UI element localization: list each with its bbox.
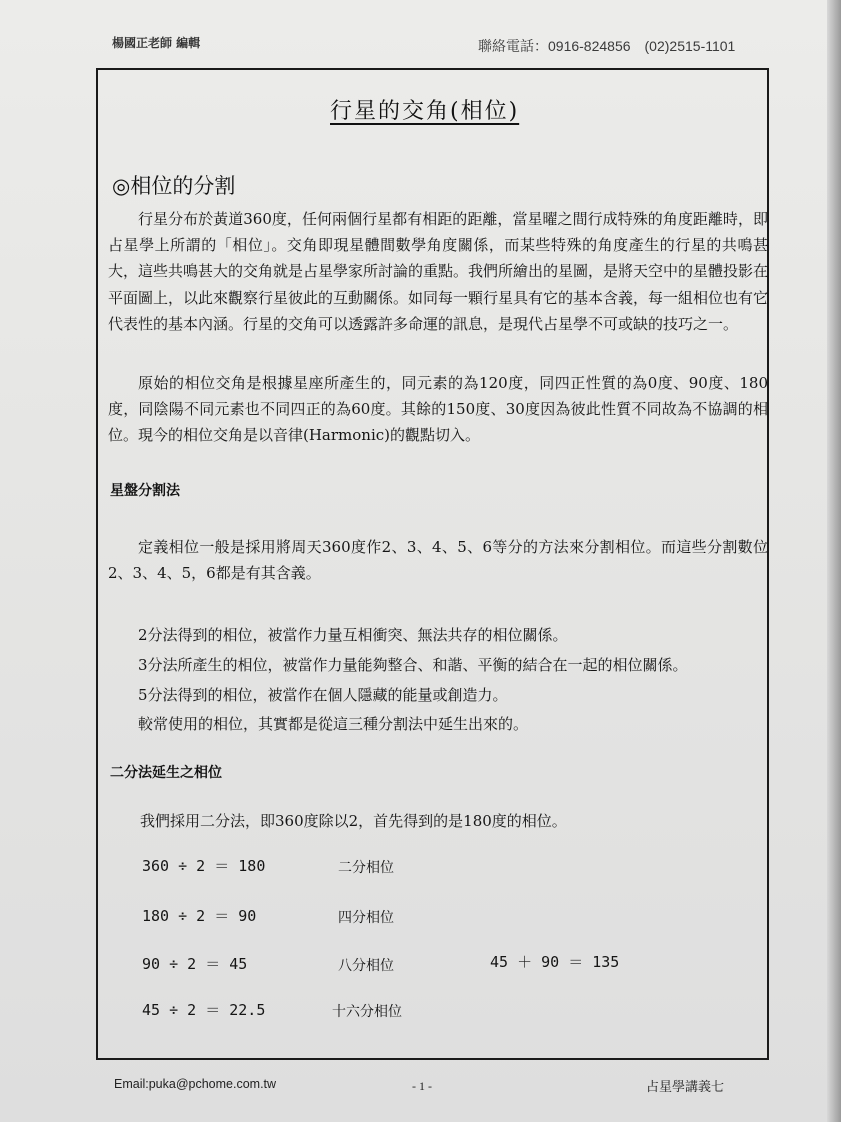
binary-intro: 我們採用二分法，即360度除以2，首先得到的是180度的相位。 [140, 812, 567, 830]
subheading-division: 星盤分割法 [110, 483, 180, 499]
footer-course: 占星學講義七 [646, 1080, 725, 1095]
aspect-label: 八分相位 [338, 958, 394, 974]
math-expression: 360 ÷ 2 ＝ 180 [142, 857, 266, 875]
math-expression: 90 ÷ 2 ＝ 45 [142, 955, 248, 973]
math-expression: 180 ÷ 2 ＝ 90 [142, 907, 257, 925]
subheading-binary: 二分法延生之相位 [110, 765, 222, 781]
origin-paragraph: 原始的相位交角是根據星座所產生的，同元素的為120度，同四正性質的為0度、90度、180度，同陰陽不同元素也不同四正的為60度。其餘的150度、30度因為彼此性質不同故為不協調的相位。現今的相位交角是以音律(Harmonic)的觀點切入。 [108, 374, 768, 445]
aspect-label: 四分相位 [338, 910, 394, 926]
footer-email: Email:puka@pchome.com.tw [114, 1077, 277, 1091]
header-author: 楊國正老師 編輯 [112, 36, 201, 50]
division-paragraph: 定義相位一般是採用將周天360度作2、3、4、5、6等分的方法來分割相位。而這些分割數位2、3、4、5，6都是有其含義。 [108, 538, 768, 583]
division-item: 3分法所產生的相位，被當作力量能夠整合、和諧、平衡的結合在一起的相位關係。 [138, 656, 688, 674]
division-item: 2分法得到的相位，被當作力量互相衝突、無法共存的相位關係。 [138, 626, 568, 644]
aspect-label: 十六分相位 [332, 1004, 402, 1020]
aspect-label: 二分相位 [338, 860, 394, 876]
page-edge [827, 0, 841, 1122]
section-heading: ◎相位的分割 [112, 174, 236, 198]
math-expression: 45 ÷ 2 ＝ 22.5 [142, 1001, 266, 1019]
division-item: 較常使用的相位，其實都是從這三種分割法中延生出來的。 [138, 715, 529, 733]
header-phone: 聯絡電話：0916-824856 (02)2515-1101 [478, 38, 736, 54]
math-note: 45 ＋ 90 ＝ 135 [490, 953, 620, 971]
intro-paragraph: 行星分布於黃道360度，任何兩個行星都有相距的距離，當星曜之間行成特殊的角度距離時，即占星學上所謂的「相位」。交角即現星體間數學角度關係，而某些特殊的角度產生的行星的共鳴甚大，這些共鳴甚大的交角就是占星學家所討論的重點。我們所繪出的星圖，是將天空中的星體投影在平面圖上，以此來觀察行星彼此的互動關係。如同每一顆行星具有它的基本含義，每一組相位也有它代表性的基本內涵。行星的交角可以透露許多命運的訊息，是現代占星學不可或缺的技巧之一。 [108, 210, 769, 333]
page-number: - 1 - [412, 1079, 432, 1093]
document-title: 行星的交角(相位) [330, 99, 520, 124]
division-item: 5分法得到的相位，被當作在個人隱藏的能量或創造力。 [138, 686, 508, 704]
